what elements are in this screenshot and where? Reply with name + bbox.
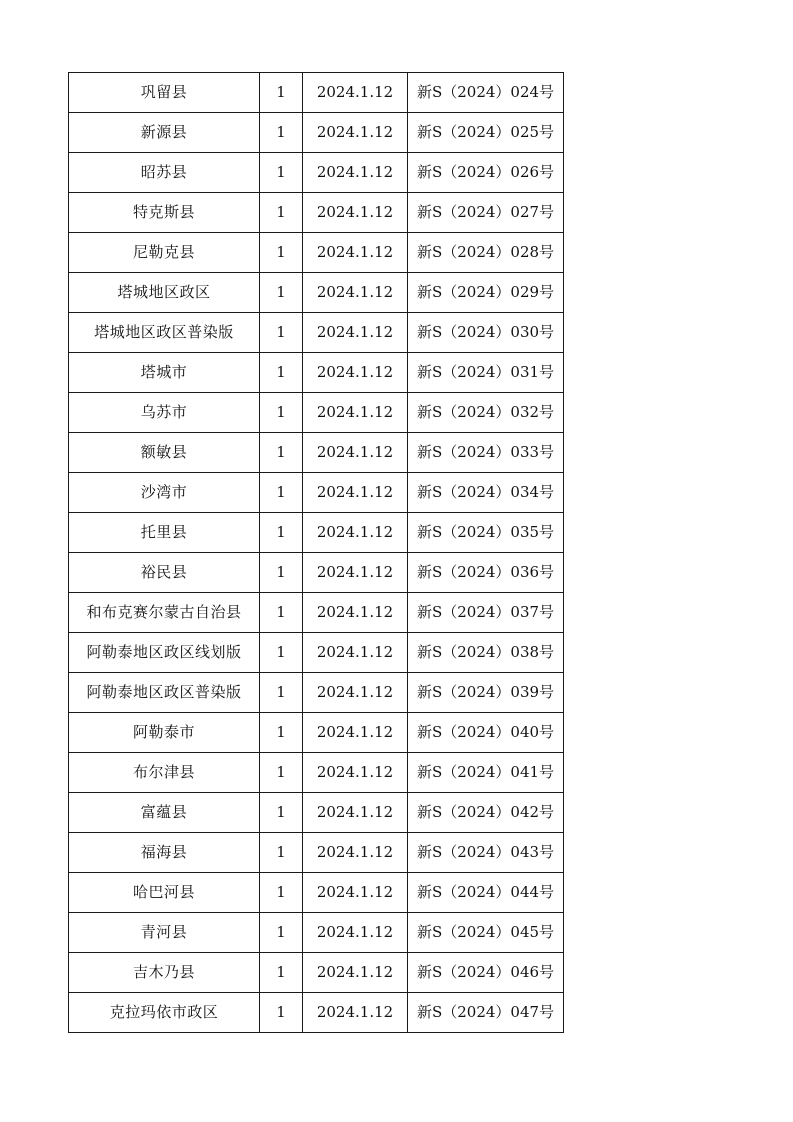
date-cell: 2024.1.12: [303, 513, 408, 553]
count-cell: 1: [260, 193, 303, 233]
table-row: [69, 833, 564, 873]
count-cell: 1: [260, 313, 303, 353]
date-cell: 2024.1.12: [303, 553, 408, 593]
table-row: [69, 353, 564, 393]
table-row: [69, 633, 564, 673]
approval-number-cell: 新S（2024）036号: [408, 553, 564, 593]
table-row: [69, 793, 564, 833]
count-cell: 1: [260, 273, 303, 313]
table-row: [69, 313, 564, 353]
date-cell: 2024.1.12: [303, 633, 408, 673]
approval-number-cell: 新S（2024）046号: [408, 953, 564, 993]
table-row: [69, 753, 564, 793]
date-cell: 2024.1.12: [303, 193, 408, 233]
approval-number-cell: 新S（2024）044号: [408, 873, 564, 913]
table-row: [69, 233, 564, 273]
count-cell: 1: [260, 233, 303, 273]
date-cell: 2024.1.12: [303, 833, 408, 873]
count-cell: 1: [260, 953, 303, 993]
approval-number-cell: 新S（2024）041号: [408, 753, 564, 793]
map-name-cell: 裕民县: [69, 553, 260, 593]
count-cell: 1: [260, 833, 303, 873]
count-cell: 1: [260, 433, 303, 473]
count-cell: 1: [260, 753, 303, 793]
date-cell: 2024.1.12: [303, 793, 408, 833]
map-name-cell: 新源县: [69, 113, 260, 153]
map-name-cell: 特克斯县: [69, 193, 260, 233]
date-cell: 2024.1.12: [303, 313, 408, 353]
table-row: [69, 433, 564, 473]
table-row: [69, 913, 564, 953]
date-cell: 2024.1.12: [303, 153, 408, 193]
count-cell: 1: [260, 553, 303, 593]
approval-number-cell: 新S（2024）035号: [408, 513, 564, 553]
count-cell: 1: [260, 113, 303, 153]
table-row: [69, 593, 564, 633]
count-cell: 1: [260, 153, 303, 193]
map-name-cell: 布尔津县: [69, 753, 260, 793]
map-name-cell: 福海县: [69, 833, 260, 873]
table-row: [69, 473, 564, 513]
approval-number-cell: 新S（2024）047号: [408, 993, 564, 1033]
table-row: [69, 113, 564, 153]
map-name-cell: 阿勒泰市: [69, 713, 260, 753]
approval-number-cell: 新S（2024）038号: [408, 633, 564, 673]
map-name-cell: 富蕴县: [69, 793, 260, 833]
approval-number-cell: 新S（2024）039号: [408, 673, 564, 713]
table-body: [69, 73, 564, 1033]
date-cell: 2024.1.12: [303, 593, 408, 633]
approval-number-cell: 新S（2024）034号: [408, 473, 564, 513]
map-name-cell: 乌苏市: [69, 393, 260, 433]
approval-number-cell: 新S（2024）033号: [408, 433, 564, 473]
map-name-cell: 塔城地区政区: [69, 273, 260, 313]
table-row: [69, 153, 564, 193]
map-name-cell: 沙湾市: [69, 473, 260, 513]
approval-number-cell: 新S（2024）043号: [408, 833, 564, 873]
table-row: [69, 393, 564, 433]
table-row: [69, 273, 564, 313]
date-cell: 2024.1.12: [303, 713, 408, 753]
table-row: [69, 953, 564, 993]
approval-number-cell: 新S（2024）027号: [408, 193, 564, 233]
map-name-cell: 昭苏县: [69, 153, 260, 193]
map-name-cell: 托里县: [69, 513, 260, 553]
count-cell: 1: [260, 73, 303, 113]
map-name-cell: 和布克赛尔蒙古自治县: [69, 593, 260, 633]
map-name-cell: 阿勒泰地区政区线划版: [69, 633, 260, 673]
count-cell: 1: [260, 593, 303, 633]
approval-number-cell: 新S（2024）037号: [408, 593, 564, 633]
map-name-cell: 哈巴河县: [69, 873, 260, 913]
count-cell: 1: [260, 353, 303, 393]
table-row: [69, 993, 564, 1033]
date-cell: 2024.1.12: [303, 73, 408, 113]
count-cell: 1: [260, 873, 303, 913]
approval-number-cell: 新S（2024）042号: [408, 793, 564, 833]
approval-number-cell: 新S（2024）029号: [408, 273, 564, 313]
date-cell: 2024.1.12: [303, 913, 408, 953]
table-row: [69, 713, 564, 753]
count-cell: 1: [260, 913, 303, 953]
date-cell: 2024.1.12: [303, 273, 408, 313]
count-cell: 1: [260, 513, 303, 553]
map-name-cell: 尼勒克县: [69, 233, 260, 273]
map-name-cell: 塔城市: [69, 353, 260, 393]
table-row: [69, 553, 564, 593]
table-row: [69, 513, 564, 553]
approval-number-cell: 新S（2024）030号: [408, 313, 564, 353]
approval-number-cell: 新S（2024）031号: [408, 353, 564, 393]
date-cell: 2024.1.12: [303, 393, 408, 433]
date-cell: 2024.1.12: [303, 233, 408, 273]
approval-number-cell: 新S（2024）040号: [408, 713, 564, 753]
date-cell: 2024.1.12: [303, 753, 408, 793]
approval-number-cell: 新S（2024）028号: [408, 233, 564, 273]
map-name-cell: 巩留县: [69, 73, 260, 113]
map-name-cell: 塔城地区政区普染版: [69, 313, 260, 353]
count-cell: 1: [260, 633, 303, 673]
date-cell: 2024.1.12: [303, 113, 408, 153]
map-name-cell: 阿勒泰地区政区普染版: [69, 673, 260, 713]
count-cell: 1: [260, 713, 303, 753]
map-name-cell: 额敏县: [69, 433, 260, 473]
table-row: [69, 873, 564, 913]
approval-number-cell: 新S（2024）032号: [408, 393, 564, 433]
count-cell: 1: [260, 993, 303, 1033]
date-cell: 2024.1.12: [303, 433, 408, 473]
date-cell: 2024.1.12: [303, 993, 408, 1033]
date-cell: 2024.1.12: [303, 873, 408, 913]
map-name-cell: 吉木乃县: [69, 953, 260, 993]
approval-number-cell: 新S（2024）025号: [408, 113, 564, 153]
table-row: [69, 73, 564, 113]
count-cell: 1: [260, 673, 303, 713]
count-cell: 1: [260, 793, 303, 833]
count-cell: 1: [260, 393, 303, 433]
approval-number-cell: 新S（2024）026号: [408, 153, 564, 193]
table-row: [69, 673, 564, 713]
map-approval-table: [68, 72, 564, 1033]
approval-number-cell: 新S（2024）024号: [408, 73, 564, 113]
approval-number-cell: 新S（2024）045号: [408, 913, 564, 953]
date-cell: 2024.1.12: [303, 953, 408, 993]
map-name-cell: 青河县: [69, 913, 260, 953]
table-row: [69, 193, 564, 233]
date-cell: 2024.1.12: [303, 353, 408, 393]
count-cell: 1: [260, 473, 303, 513]
map-name-cell: 克拉玛依市政区: [69, 993, 260, 1033]
date-cell: 2024.1.12: [303, 473, 408, 513]
date-cell: 2024.1.12: [303, 673, 408, 713]
